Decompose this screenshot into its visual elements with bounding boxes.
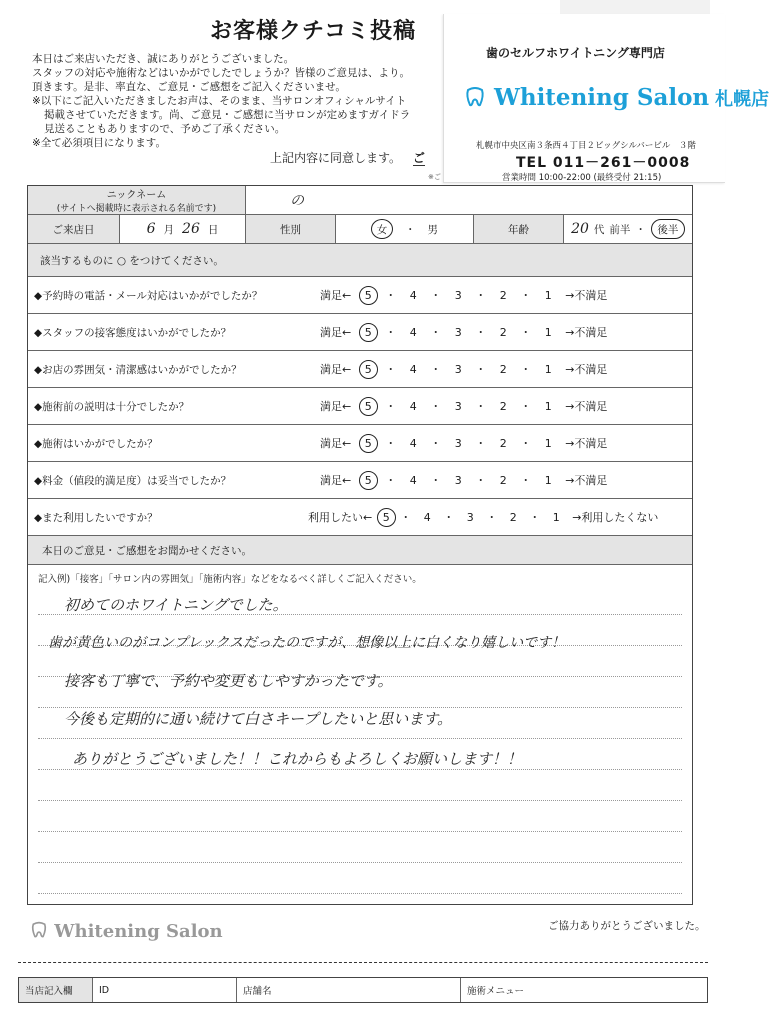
question-row [28,277,692,314]
revisit-5-selected[interactable]: 5 [377,508,396,527]
salon-address: 札幌市中央区南３条西４丁目２ビッグシルバービル ３階 [476,141,696,151]
instruction-row [28,244,692,277]
gender-label: 性別 [246,215,336,243]
age-value: 20 [571,221,589,237]
salon-hours: 営業時間 10:00-22:00 (最終受付 21:15) [502,173,662,183]
comment-lines[interactable] [38,584,682,894]
comment-line: ありがとうございました！！これからもよろしくお願いします！！ [72,750,523,768]
comment-header: 本日のご意見・ご感想をお聞かせください。 [42,544,252,557]
rating-3[interactable]: 3 [454,288,462,302]
review-form [27,185,693,905]
revisit-question: ◆また利用したいですか？ [34,511,158,524]
rating-scale[interactable]: 満足← 5 ・ 4 ・ 3 ・ 2 ・ 1 →不満足 [320,425,607,461]
comment-line: 接客も丁寧で、予約や変更もしやすかったです。 [64,672,393,690]
scale-right-label: →不満足 [565,326,608,339]
rating-2[interactable]: 2 [499,362,507,376]
rating-1[interactable]: 1 [544,473,552,487]
rating-4[interactable]: 4 [409,362,417,376]
intro-line: スタッフの対応や施術などはいかがでしたでしょうか？皆様のご意見は、より。 [32,67,410,79]
rating-scale[interactable]: 満足← 5 ・ 4 ・ 3 ・ 2 ・ 1 →不満足 [320,314,607,350]
gender-separator: ・ [405,223,416,236]
intro-line: ※以下にご記入いただきましたお声は、そのまま、当サロンオフィシャルサイト [32,95,407,107]
rating-3[interactable]: 3 [454,325,462,339]
day-unit: 日 [207,223,219,236]
comment-line: 今後も定期的に通い続けて白さキープしたいと思います。 [64,710,453,728]
office-use-box [18,977,708,1003]
rating-1[interactable]: 1 [544,362,552,376]
scale-left-label: 満足← [320,437,352,450]
rating-1[interactable]: 1 [544,399,552,413]
rating-5-selected[interactable]: 5 [359,434,378,453]
question-label: ◆予約時の電話・メール対応はいかがでしたか？ [34,289,263,302]
nickname-sublabel: (サイトへ掲載時に表示される名前です) [56,204,217,214]
rating-2[interactable]: 2 [499,399,507,413]
rating-1[interactable]: 1 [544,288,552,302]
rating-5-selected[interactable]: 5 [359,397,378,416]
scale-right-label: →不満足 [565,400,608,413]
page-title: お客様クチコミ投稿 [210,19,417,44]
rating-1[interactable]: 1 [544,436,552,450]
scale-left-label: 満足← [320,474,352,487]
scale-right-label: →不満足 [565,363,608,376]
agreement-checkbox-label[interactable]: ご [412,151,425,165]
scale-left-label: 満足← [320,289,352,302]
agreement-note: ※ご [428,173,441,181]
info-row [28,215,692,244]
rating-4[interactable]: 4 [409,436,417,450]
month-unit: 月 [163,223,175,236]
office-menu-field[interactable]: 施術メニュー [467,986,525,997]
agreement [270,149,425,166]
agreement-text: 上記内容に同意します。 [270,151,402,165]
nickname-row [28,186,692,215]
rating-4[interactable]: 4 [409,288,417,302]
cut-line [18,962,708,963]
rating-3[interactable]: 3 [454,436,462,450]
nickname-label: ニックネーム [106,190,167,201]
scale-right-label: →不満足 [565,289,608,302]
intro-line: ※全て必須項目になります。 [32,137,166,149]
rating-2[interactable]: 2 [499,325,507,339]
comment-line: 歯が黄色いのがコンプレックスだったのですが、想像以上に白くなり嬉しいです！ [48,635,566,651]
revisit-2[interactable]: 2 [509,510,517,524]
rating-2[interactable]: 2 [499,436,507,450]
question-label: ◆料金（値段的満足度）は妥当でしたか？ [34,474,232,487]
intro-line: 掲載させていただきます。尚、ご意見・ご感想に当サロンが定めますガイドラ [44,109,411,121]
rating-scale[interactable]: 満足← 5 ・ 4 ・ 3 ・ 2 ・ 1 →不満足 [320,351,607,387]
rating-4[interactable]: 4 [409,473,417,487]
revisit-1[interactable]: 1 [552,510,560,524]
scale-left-label: 満足← [320,326,352,339]
visit-date-field[interactable] [120,215,246,243]
question-label: ◆施術はいかがでしたか？ [34,437,158,450]
footer-logo [30,921,223,942]
question-row [28,351,692,388]
rating-5-selected[interactable]: 5 [359,286,378,305]
gender-field[interactable] [336,215,474,243]
rating-5-selected[interactable]: 5 [359,471,378,490]
intro-line: 本日はご来店いただき、誠にありがとうございました。 [32,53,295,65]
rating-1[interactable]: 1 [544,325,552,339]
rating-5-selected[interactable]: 5 [359,360,378,379]
revisit-left-label: 利用したい← [308,511,373,524]
salon-stamp [443,14,769,183]
comment-line: 初めてのホワイトニングでした。 [64,596,288,614]
rating-3[interactable]: 3 [454,399,462,413]
salon-tagline: 歯のセルフホワイトニング専門店 [486,46,665,60]
rating-scale[interactable]: 満足← 5 ・ 4 ・ 3 ・ 2 ・ 1 →不満足 [320,462,607,498]
visit-label: ご来店日 [28,215,120,243]
question-row [28,425,692,462]
rating-4[interactable]: 4 [409,399,417,413]
rating-2[interactable]: 2 [499,288,507,302]
footer-logo-text: Whitening Salon [54,921,223,942]
salon-tel: TEL 011－261－0008 [516,155,691,171]
question-label: ◆お店の雰囲気・清潔感はいかがでしたか？ [34,363,242,376]
gender-female-option[interactable]: 女 [371,219,393,239]
office-id-field[interactable]: ID [93,978,237,1002]
comment-example: 記入例)「接客」「サロン内の雰囲気」「施術内容」などをなるべく詳しくご記入ください。 [38,574,422,585]
question-row [28,388,692,425]
nickname-field[interactable]: の [290,193,304,209]
question-label: ◆スタッフの接客態度はいかがでしたか？ [34,326,232,339]
visit-month: 6 [146,221,156,237]
salon-city: 札幌店 [715,89,769,110]
age-separator: ・ [635,223,646,236]
revisit-row [28,499,692,536]
revisit-scale[interactable]: 利用したい← 5 ・ 4 ・ 3 ・ 2 ・ 1 →利用したくない [308,499,658,535]
rating-4[interactable]: 4 [409,325,417,339]
intro-line: 頂きます。是非、率直な、ご意見・ご感想をご記入くださいませ。 [32,81,346,93]
comment-header-row [28,536,692,565]
office-label: 当店記入欄 [19,978,93,1002]
scale-right-label: →不満足 [565,437,608,450]
scale-right-label: →不満足 [565,474,608,487]
rating-2[interactable]: 2 [499,473,507,487]
age-label: 年齢 [474,215,564,243]
rating-3[interactable]: 3 [454,362,462,376]
age-unit: 代 [593,223,605,236]
gender-male-option[interactable]: 男 [427,223,438,236]
scale-left-label: 満足← [320,400,352,413]
revisit-4[interactable]: 4 [423,510,431,524]
office-store-field[interactable]: 店舗名 [237,978,461,1002]
revisit-3[interactable]: 3 [466,510,474,524]
salon-logo-text: Whitening Salon [494,84,710,111]
instruction-text: 該当するものに ○ をつけてください。 [40,254,224,267]
question-label: ◆施術前の説明は十分でしたか？ [34,400,190,413]
tooth-icon [30,921,54,942]
nickname-label-cell [28,186,246,214]
age-late-option[interactable]: 後半 [651,219,685,239]
scale-left-label: 満足← [320,363,352,376]
rating-5-selected[interactable]: 5 [359,323,378,342]
question-row [28,314,692,351]
rating-scale[interactable]: 満足← 5 ・ 4 ・ 3 ・ 2 ・ 1 →不満足 [320,277,607,313]
salon-logo [464,84,769,111]
rating-scale[interactable]: 満足← 5 ・ 4 ・ 3 ・ 2 ・ 1 →不満足 [320,388,607,424]
rating-3[interactable]: 3 [454,473,462,487]
question-row [28,462,692,499]
intro-line: 見送ることもありますので、予めご了承ください。 [44,123,286,135]
age-early-option[interactable]: 前半 [609,223,631,236]
thanks-text: ご協力ありがとうございました。 [548,920,706,932]
visit-day: 26 [182,221,200,237]
age-field[interactable] [564,215,692,243]
revisit-right-label: →利用したくない [572,511,659,524]
intro-text [32,52,452,150]
tooth-icon [464,84,494,111]
